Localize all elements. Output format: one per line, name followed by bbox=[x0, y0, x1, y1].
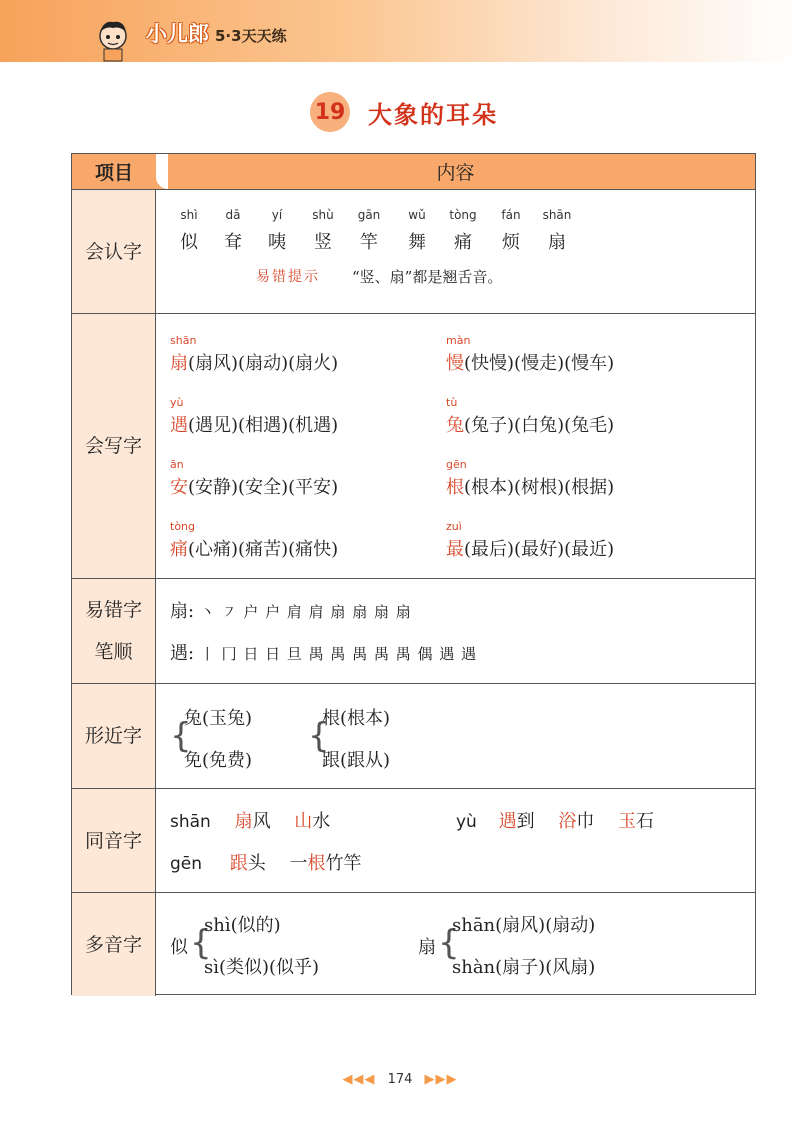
words: (心痛)(痛苦)(痛快) bbox=[188, 539, 339, 560]
page-number: 174 bbox=[387, 1072, 413, 1087]
vocab-table bbox=[71, 153, 756, 995]
pinyin: zuì bbox=[446, 520, 462, 533]
similar-word: 兔(玉兔) bbox=[184, 708, 253, 729]
poly-reading: shì(似的) bbox=[204, 915, 281, 936]
row-polyphone bbox=[72, 892, 755, 996]
stroke-content bbox=[156, 579, 755, 683]
pinyin: shān bbox=[170, 334, 197, 347]
brace-icon: { bbox=[170, 716, 192, 756]
poly-char: 似 bbox=[170, 937, 188, 958]
hanzi: 舞 bbox=[408, 232, 426, 253]
homophone-content bbox=[156, 789, 755, 892]
pinyin: tòng bbox=[170, 520, 195, 533]
row-label: 多音字 bbox=[72, 893, 156, 996]
poly-reading: shàn(扇子)(风扇) bbox=[452, 957, 596, 978]
hanzi: 最 bbox=[446, 539, 464, 560]
pinyin: gēn bbox=[446, 458, 467, 471]
pinyin: tòng bbox=[449, 208, 477, 222]
row-write bbox=[72, 313, 755, 578]
lesson-heading bbox=[310, 92, 498, 132]
stroke-line: 遇: 丨 冂 日 日 旦 禺 禺 禺 禺 禺 偶 遇 遇 bbox=[170, 643, 478, 664]
recognize-content bbox=[156, 190, 755, 313]
hanzi: 似 bbox=[180, 232, 198, 253]
similar-word: 免(免费) bbox=[184, 750, 253, 771]
write-item bbox=[170, 520, 338, 561]
row-label: 同音字 bbox=[72, 789, 156, 892]
mascot-icon bbox=[92, 18, 134, 62]
similar-content bbox=[156, 684, 755, 788]
row-label: 形近字 bbox=[72, 684, 156, 788]
hanzi: 烦 bbox=[502, 232, 520, 253]
write-content bbox=[156, 314, 755, 578]
polyphone-content bbox=[156, 893, 755, 996]
words: (根本)(树根)(根据) bbox=[464, 477, 615, 498]
header-item: 项目 bbox=[94, 162, 133, 184]
hanzi: 痛 bbox=[170, 539, 188, 560]
pinyin: dā bbox=[225, 208, 241, 222]
tip-text: “竖、扇”都是翘舌音。 bbox=[352, 268, 503, 286]
pinyin: shì bbox=[180, 208, 198, 222]
hanzi: 痛 bbox=[454, 232, 472, 253]
pinyin: shān bbox=[542, 208, 572, 222]
next-arrows-icon: ▶▶▶ bbox=[424, 1072, 458, 1087]
brand bbox=[146, 18, 287, 48]
hanzi: 慢 bbox=[446, 353, 464, 374]
hanzi: 竿 bbox=[360, 232, 378, 253]
hanzi: 安 bbox=[170, 477, 188, 498]
homophone-line: shān 扇风 山水 bbox=[170, 811, 331, 832]
pinyin: màn bbox=[446, 334, 471, 347]
header-content: 内容 bbox=[436, 162, 475, 184]
homophone-line: gēn 跟头 一根竹竿 bbox=[170, 853, 362, 874]
words: (扇风)(扇动)(扇火) bbox=[188, 353, 339, 374]
pinyin: yí bbox=[271, 208, 283, 222]
prev-arrows-icon: ◀◀◀ bbox=[342, 1072, 376, 1087]
poly-reading: shān(扇风)(扇动) bbox=[452, 915, 596, 936]
row-homophone bbox=[72, 788, 755, 892]
pinyin: shù bbox=[312, 208, 334, 222]
row-recognize bbox=[72, 189, 755, 313]
row-similar bbox=[72, 683, 755, 788]
tip-label: 易错提示 bbox=[256, 269, 320, 285]
words: (快慢)(慢走)(慢车) bbox=[464, 353, 615, 374]
hanzi: 耷 bbox=[224, 232, 242, 253]
row-label: 易错字 笔顺 bbox=[72, 579, 156, 683]
lesson-title: 大象的耳朵 bbox=[368, 100, 498, 129]
hanzi: 咦 bbox=[268, 232, 286, 253]
pinyin: ān bbox=[170, 458, 184, 471]
row-stroke bbox=[72, 578, 755, 683]
brand-series: 5·3天天练 bbox=[215, 27, 287, 45]
stroke-line: 扇: 丶 ㇇ 户 户 肩 肩 扇 扇 扇 扇 bbox=[170, 601, 412, 622]
write-item bbox=[170, 458, 338, 499]
words: (安静)(安全)(平安) bbox=[188, 477, 339, 498]
row-label: 会认字 bbox=[72, 190, 156, 313]
hanzi: 遇 bbox=[170, 415, 188, 436]
pinyin: gān bbox=[357, 208, 381, 222]
hanzi: 兔 bbox=[446, 415, 464, 436]
write-item bbox=[170, 334, 338, 375]
write-item bbox=[446, 458, 614, 499]
brace-icon: { bbox=[308, 716, 330, 756]
hanzi: 根 bbox=[446, 477, 464, 498]
pinyin: yù bbox=[170, 396, 184, 409]
homophone-line: yù 遇到 浴巾 玉石 bbox=[456, 811, 655, 832]
page-footer bbox=[0, 1072, 800, 1087]
lesson-number: 19 bbox=[310, 92, 350, 132]
pinyin: wǔ bbox=[408, 208, 426, 222]
hanzi: 竖 bbox=[314, 232, 332, 253]
pinyin: tù bbox=[446, 396, 458, 409]
pinyin: fán bbox=[501, 208, 521, 222]
poly-reading: sì(类似)(似乎) bbox=[204, 957, 320, 978]
brace-icon: { bbox=[438, 923, 460, 963]
words: (最后)(最好)(最近) bbox=[464, 539, 615, 560]
similar-word: 根(根本) bbox=[322, 708, 391, 729]
words: (遇见)(相遇)(机遇) bbox=[188, 415, 339, 436]
write-item bbox=[446, 334, 614, 375]
hanzi: 扇 bbox=[170, 353, 188, 374]
row-label: 会写字 bbox=[72, 314, 156, 578]
poly-char: 扇 bbox=[418, 937, 436, 958]
brand-name: 小儿郎 bbox=[146, 22, 209, 46]
brace-icon: { bbox=[190, 923, 212, 963]
write-item bbox=[446, 396, 614, 437]
write-item bbox=[170, 396, 338, 437]
words: (兔子)(白兔)(兔毛) bbox=[464, 415, 615, 436]
hanzi: 扇 bbox=[548, 232, 566, 253]
similar-word: 跟(跟从) bbox=[322, 750, 391, 771]
table-header bbox=[72, 154, 755, 189]
write-item bbox=[446, 520, 614, 561]
